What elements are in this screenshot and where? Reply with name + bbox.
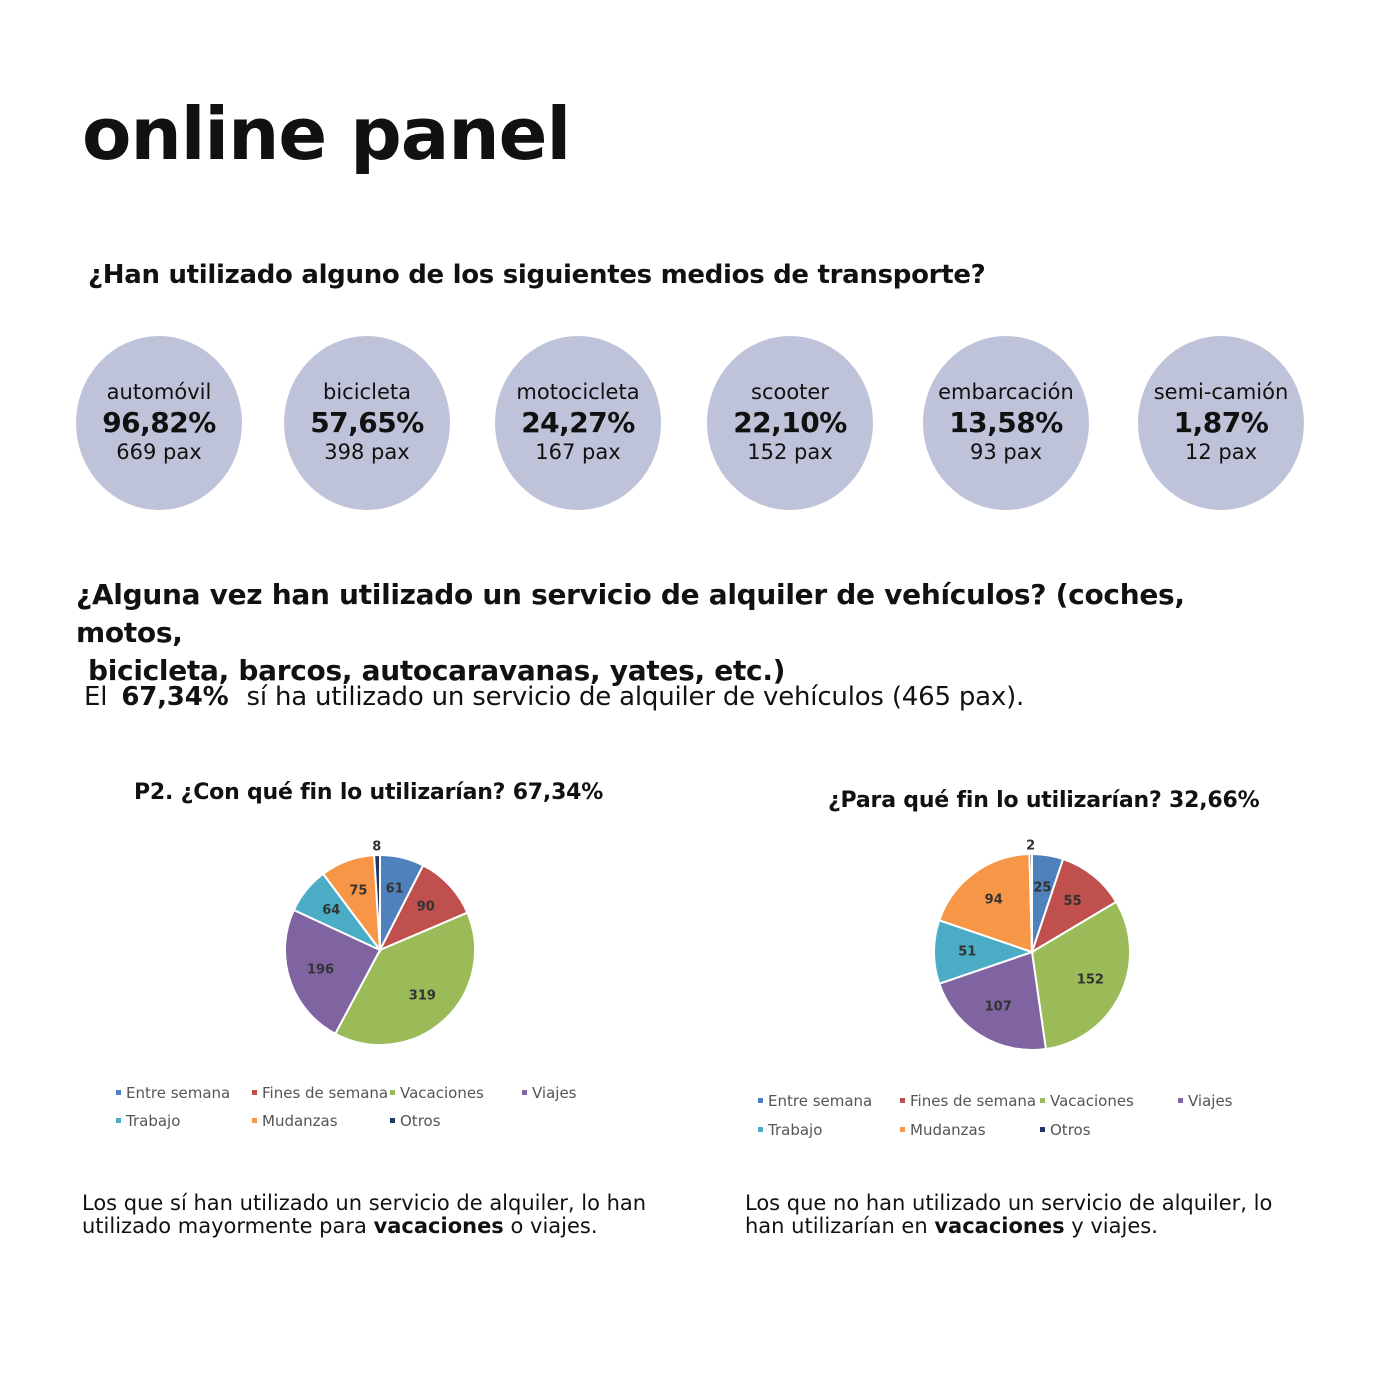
chart2-note-text: Los que no han utilizado un servicio de alquiler, lo han utilizarían en <box>745 1191 1273 1238</box>
rental-statement-value: 67,34% <box>121 682 229 712</box>
transport-label: motocicleta <box>516 380 640 405</box>
page-title: online panel <box>82 92 571 176</box>
legend-item-otros <box>390 1112 441 1130</box>
rental-statement-prefix: El <box>84 682 108 712</box>
chart1-pie <box>270 830 490 1055</box>
pie-data-label: 196 <box>306 962 335 978</box>
rental-statement <box>84 682 1024 712</box>
legend-swatch <box>390 1118 395 1123</box>
chart1-title: P2. ¿Con qué fin lo utilizarían? 67,34% <box>134 780 604 805</box>
transport-label: scooter <box>751 380 829 405</box>
chart2-pie <box>920 830 1145 1060</box>
legend-label: Mudanzas <box>262 1112 338 1130</box>
transport-pax: 152 pax <box>747 440 833 465</box>
legend-swatch <box>1178 1098 1183 1103</box>
legend-swatch <box>252 1090 257 1095</box>
legend-label: Fines de semana <box>262 1084 389 1102</box>
legend-item-vacaciones <box>1040 1092 1134 1110</box>
legend-label: Otros <box>400 1112 441 1130</box>
rental-question <box>76 576 1276 690</box>
legend-swatch <box>758 1127 763 1132</box>
pie-data-label: 55 <box>1063 894 1082 910</box>
transport-circle-scooter <box>707 336 873 510</box>
legend-item-viajes <box>522 1084 577 1102</box>
legend-label: Mudanzas <box>910 1121 986 1139</box>
transport-circle-embarcacion <box>923 336 1089 510</box>
rental-statement-suffix: sí ha utilizado un servicio de alquiler de vehículos (465 pax). <box>246 682 1025 712</box>
legend-item-fines-de-semana <box>900 1092 1036 1110</box>
transport-label: automóvil <box>106 380 212 405</box>
chart1-note-bold: vacaciones <box>373 1214 504 1238</box>
chart2-note-end: y viajes. <box>1071 1214 1158 1238</box>
chart2-title: ¿Para qué fin lo utilizarían? 32,66% <box>828 788 1260 813</box>
legend-item-trabajo <box>116 1112 180 1130</box>
pie-data-label: 25 <box>1033 880 1052 896</box>
transport-label: embarcación <box>938 380 1074 405</box>
chart1-note-end: o viajes. <box>510 1214 598 1238</box>
legend-label: Vacaciones <box>400 1084 484 1102</box>
legend-swatch <box>900 1098 905 1103</box>
transport-circle-automovil <box>76 336 242 510</box>
chart2-legend <box>758 1092 1278 1152</box>
legend-swatch <box>1040 1098 1045 1103</box>
legend-item-mudanzas <box>252 1112 338 1130</box>
pie-data-label: 75 <box>349 883 368 899</box>
chart1-legend <box>116 1084 636 1144</box>
legend-item-entre-semana <box>758 1092 872 1110</box>
legend-label: Entre semana <box>126 1084 231 1102</box>
transport-pax: 398 pax <box>324 440 410 465</box>
legend-swatch <box>758 1098 763 1103</box>
legend-label: Trabajo <box>126 1112 181 1130</box>
legend-label: Fines de semana <box>910 1092 1037 1110</box>
legend-label: Viajes <box>1188 1092 1233 1110</box>
legend-item-trabajo <box>758 1121 822 1139</box>
transport-percent: 1,87% <box>1173 405 1269 439</box>
pie-data-label: 61 <box>385 881 404 897</box>
pie-data-label: 90 <box>416 899 435 915</box>
legend-swatch <box>252 1118 257 1123</box>
pie-data-label: 8 <box>372 839 382 855</box>
legend-swatch <box>522 1090 527 1095</box>
legend-swatch <box>116 1118 121 1123</box>
legend-swatch <box>390 1090 395 1095</box>
legend-item-mudanzas <box>900 1121 986 1139</box>
transport-circle-bicicleta <box>284 336 450 510</box>
transport-pax: 93 pax <box>969 440 1043 465</box>
legend-item-vacaciones <box>390 1084 484 1102</box>
transport-percent: 13,58% <box>949 405 1063 439</box>
rental-question-line1: ¿Alguna vez han utilizado un servicio de alquiler de vehículos? (coches, motos, <box>76 578 1185 649</box>
legend-swatch <box>116 1090 121 1095</box>
chart2-note-bold: vacaciones <box>934 1214 1065 1238</box>
pie-data-label: 2 <box>1026 838 1036 854</box>
legend-swatch <box>900 1127 905 1132</box>
transport-pax: 12 pax <box>1184 440 1258 465</box>
pie-data-label: 64 <box>322 902 341 918</box>
transport-label: semi-camión <box>1153 380 1289 405</box>
legend-item-entre-semana <box>116 1084 230 1102</box>
chart1-note-text: Los que sí han utilizado un servicio de alquiler, lo han utilizado mayormente para <box>82 1191 647 1238</box>
transport-pax: 669 pax <box>116 440 202 465</box>
legend-item-viajes <box>1178 1092 1233 1110</box>
pie-data-label: 94 <box>984 892 1003 908</box>
legend-label: Vacaciones <box>1050 1092 1134 1110</box>
legend-swatch <box>1040 1127 1045 1132</box>
transport-percent: 57,65% <box>310 405 424 439</box>
transport-circle-semi-camion <box>1138 336 1304 510</box>
legend-label: Trabajo <box>768 1121 823 1139</box>
transport-circle-motocicleta <box>495 336 661 510</box>
transport-percent: 22,10% <box>733 405 847 439</box>
pie-data-label: 51 <box>958 944 977 960</box>
transport-percent: 24,27% <box>521 405 635 439</box>
legend-label: Entre semana <box>768 1092 873 1110</box>
transport-pax: 167 pax <box>535 440 621 465</box>
legend-label: Viajes <box>532 1084 577 1102</box>
pie-data-label: 152 <box>1076 972 1104 988</box>
legend-label: Otros <box>1050 1121 1091 1139</box>
transport-question: ¿Han utilizado alguno de los siguientes medios de transporte? <box>88 260 986 290</box>
pie-data-label: 319 <box>408 988 436 1004</box>
chart1-note <box>82 1192 682 1238</box>
legend-item-otros <box>1040 1121 1091 1139</box>
transport-percent: 96,82% <box>102 405 216 439</box>
rental-question-line2: bicicleta, barcos, autocaravanas, yates, etc.) <box>88 654 786 687</box>
transport-label: bicicleta <box>323 380 411 405</box>
chart2-note <box>745 1192 1305 1238</box>
legend-item-fines-de-semana <box>252 1084 388 1102</box>
pie-data-label: 107 <box>984 999 1012 1015</box>
